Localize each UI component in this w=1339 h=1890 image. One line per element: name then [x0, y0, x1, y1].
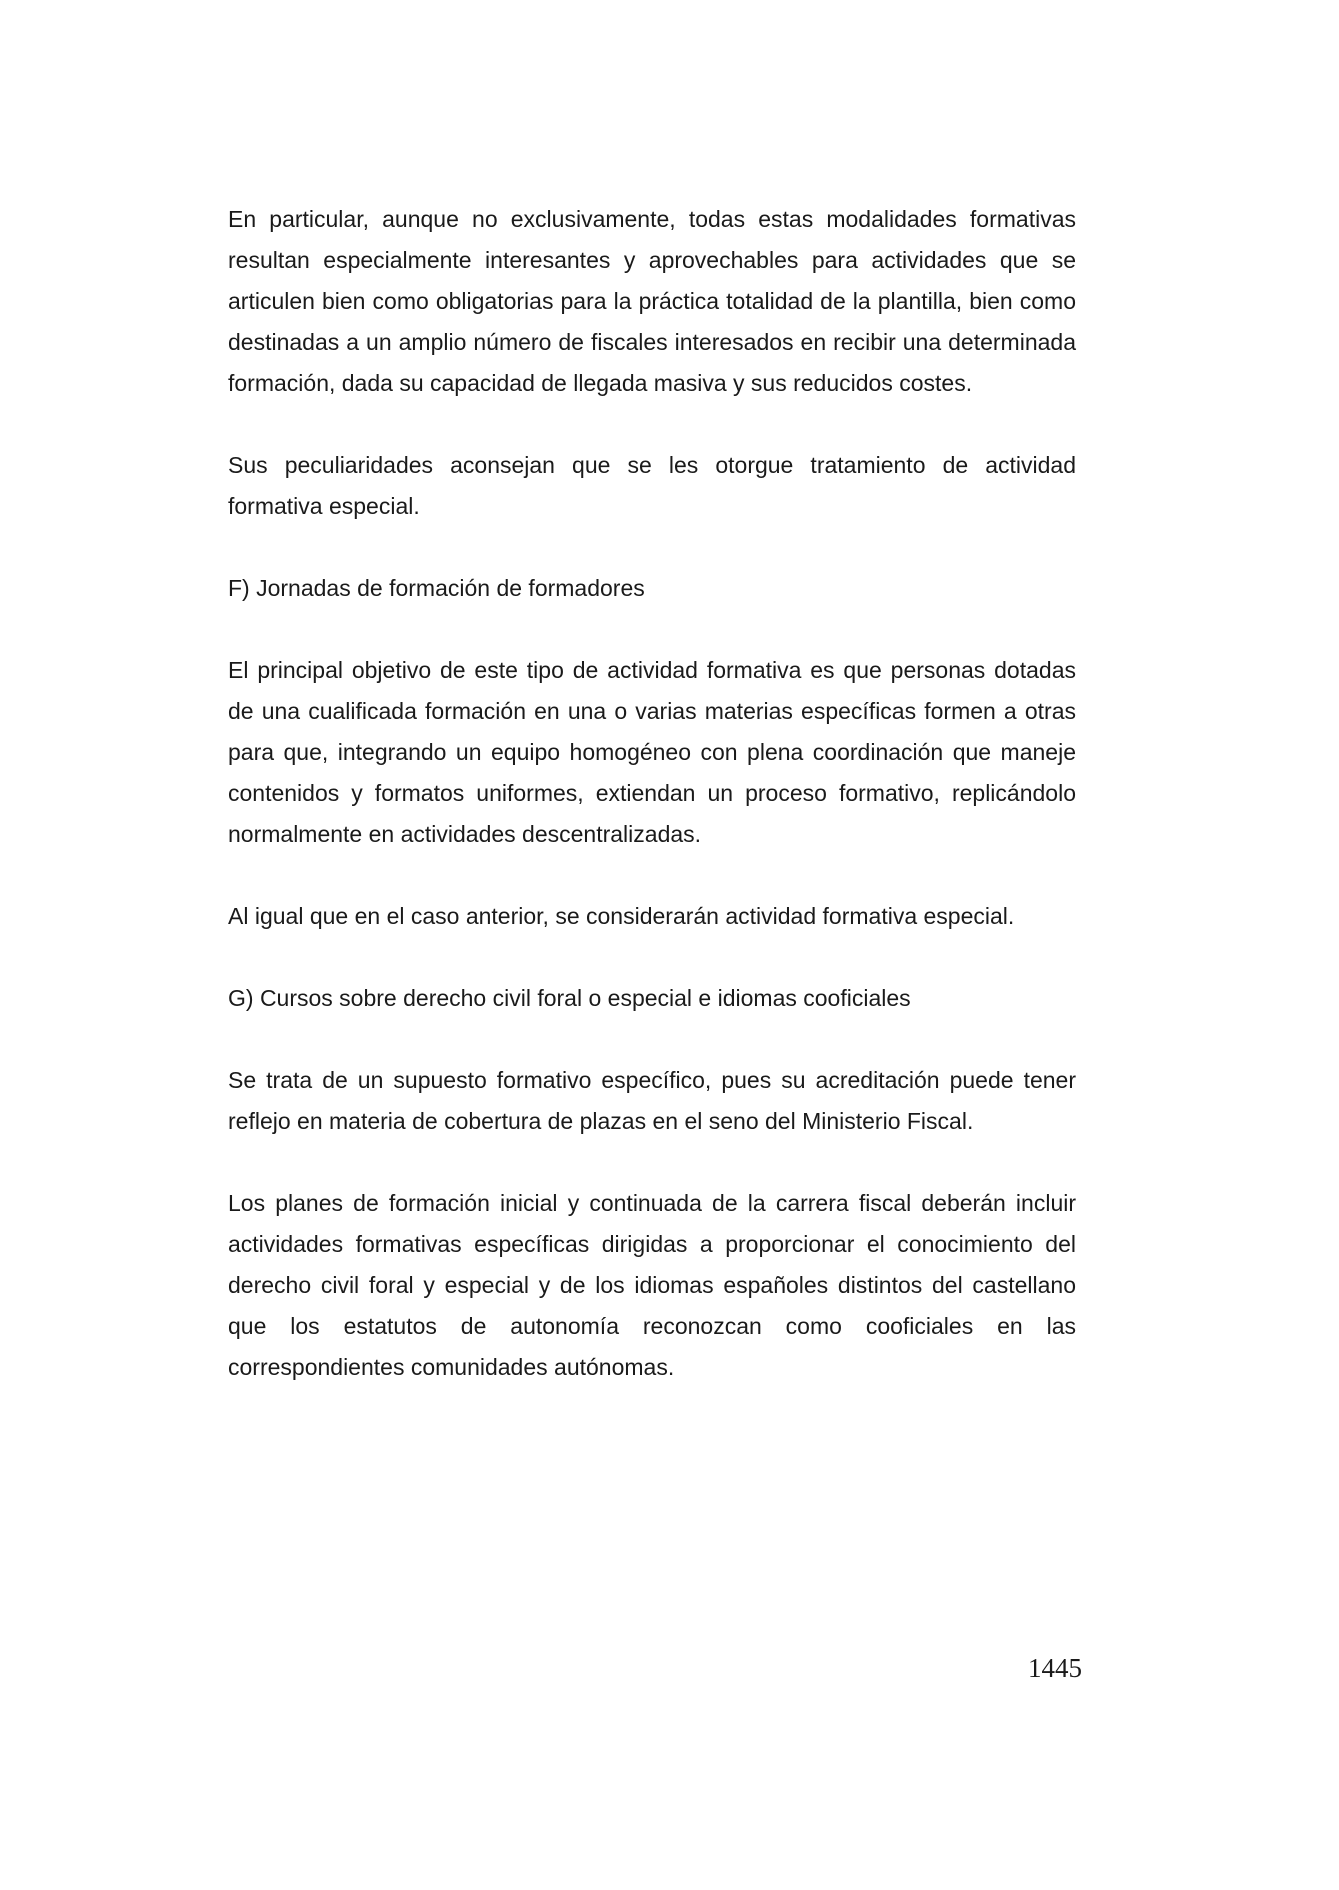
section-heading-g: G) Cursos sobre derecho civil foral o especial e idiomas cooficiales [228, 985, 911, 1011]
paragraph-modalidades: En particular, aunque no exclusivamente, todas estas modalidades formativas resultan especialmente interesantes y aprovechables para actividades que se articulen bien como obligatorias para la práctica totalidad de la plantilla, bien como destinadas a un amplio número de fiscales interesados en recibir una determinada formación, dada su capacidad de llegada masiva y sus reducidos costes. [228, 206, 1076, 396]
paragraph-peculiaridades: Sus peculiaridades aconsejan que se les otorgue tratamiento de actividad formativa especial. [228, 452, 1076, 519]
page-number: 1445 [1028, 1653, 1082, 1683]
document-body [228, 199, 1076, 1429]
paragraph-igual: Al igual que en el caso anterior, se considerarán actividad formativa especial. [228, 903, 1015, 929]
paragraph-supuesto: Se trata de un supuesto formativo específico, pues su acreditación puede tener reflejo en materia de cobertura de plazas en el seno del Ministerio Fiscal. [228, 1067, 1076, 1134]
section-heading-f: F) Jornadas de formación de formadores [228, 575, 645, 601]
paragraph-planes: Los planes de formación inicial y continuada de la carrera fiscal deberán incluir actividades formativas específicas dirigidas a proporcionar el conocimiento del derecho civil foral y especial y de los idiomas españoles distintos del castellano que los estatutos de autonomía reconozcan como cooficiales en las correspondientes comunidades autónomas. [228, 1190, 1076, 1380]
paragraph-objetivo: El principal objetivo de este tipo de actividad formativa es que personas dotadas de una cualificada formación en una o varias materias específicas formen a otras para que, integrando un equipo homogéneo con plena coordinación que maneje contenidos y formatos uniformes, extiendan un proceso formativo, replicándolo normalmente en actividades descentralizadas. [228, 657, 1076, 847]
